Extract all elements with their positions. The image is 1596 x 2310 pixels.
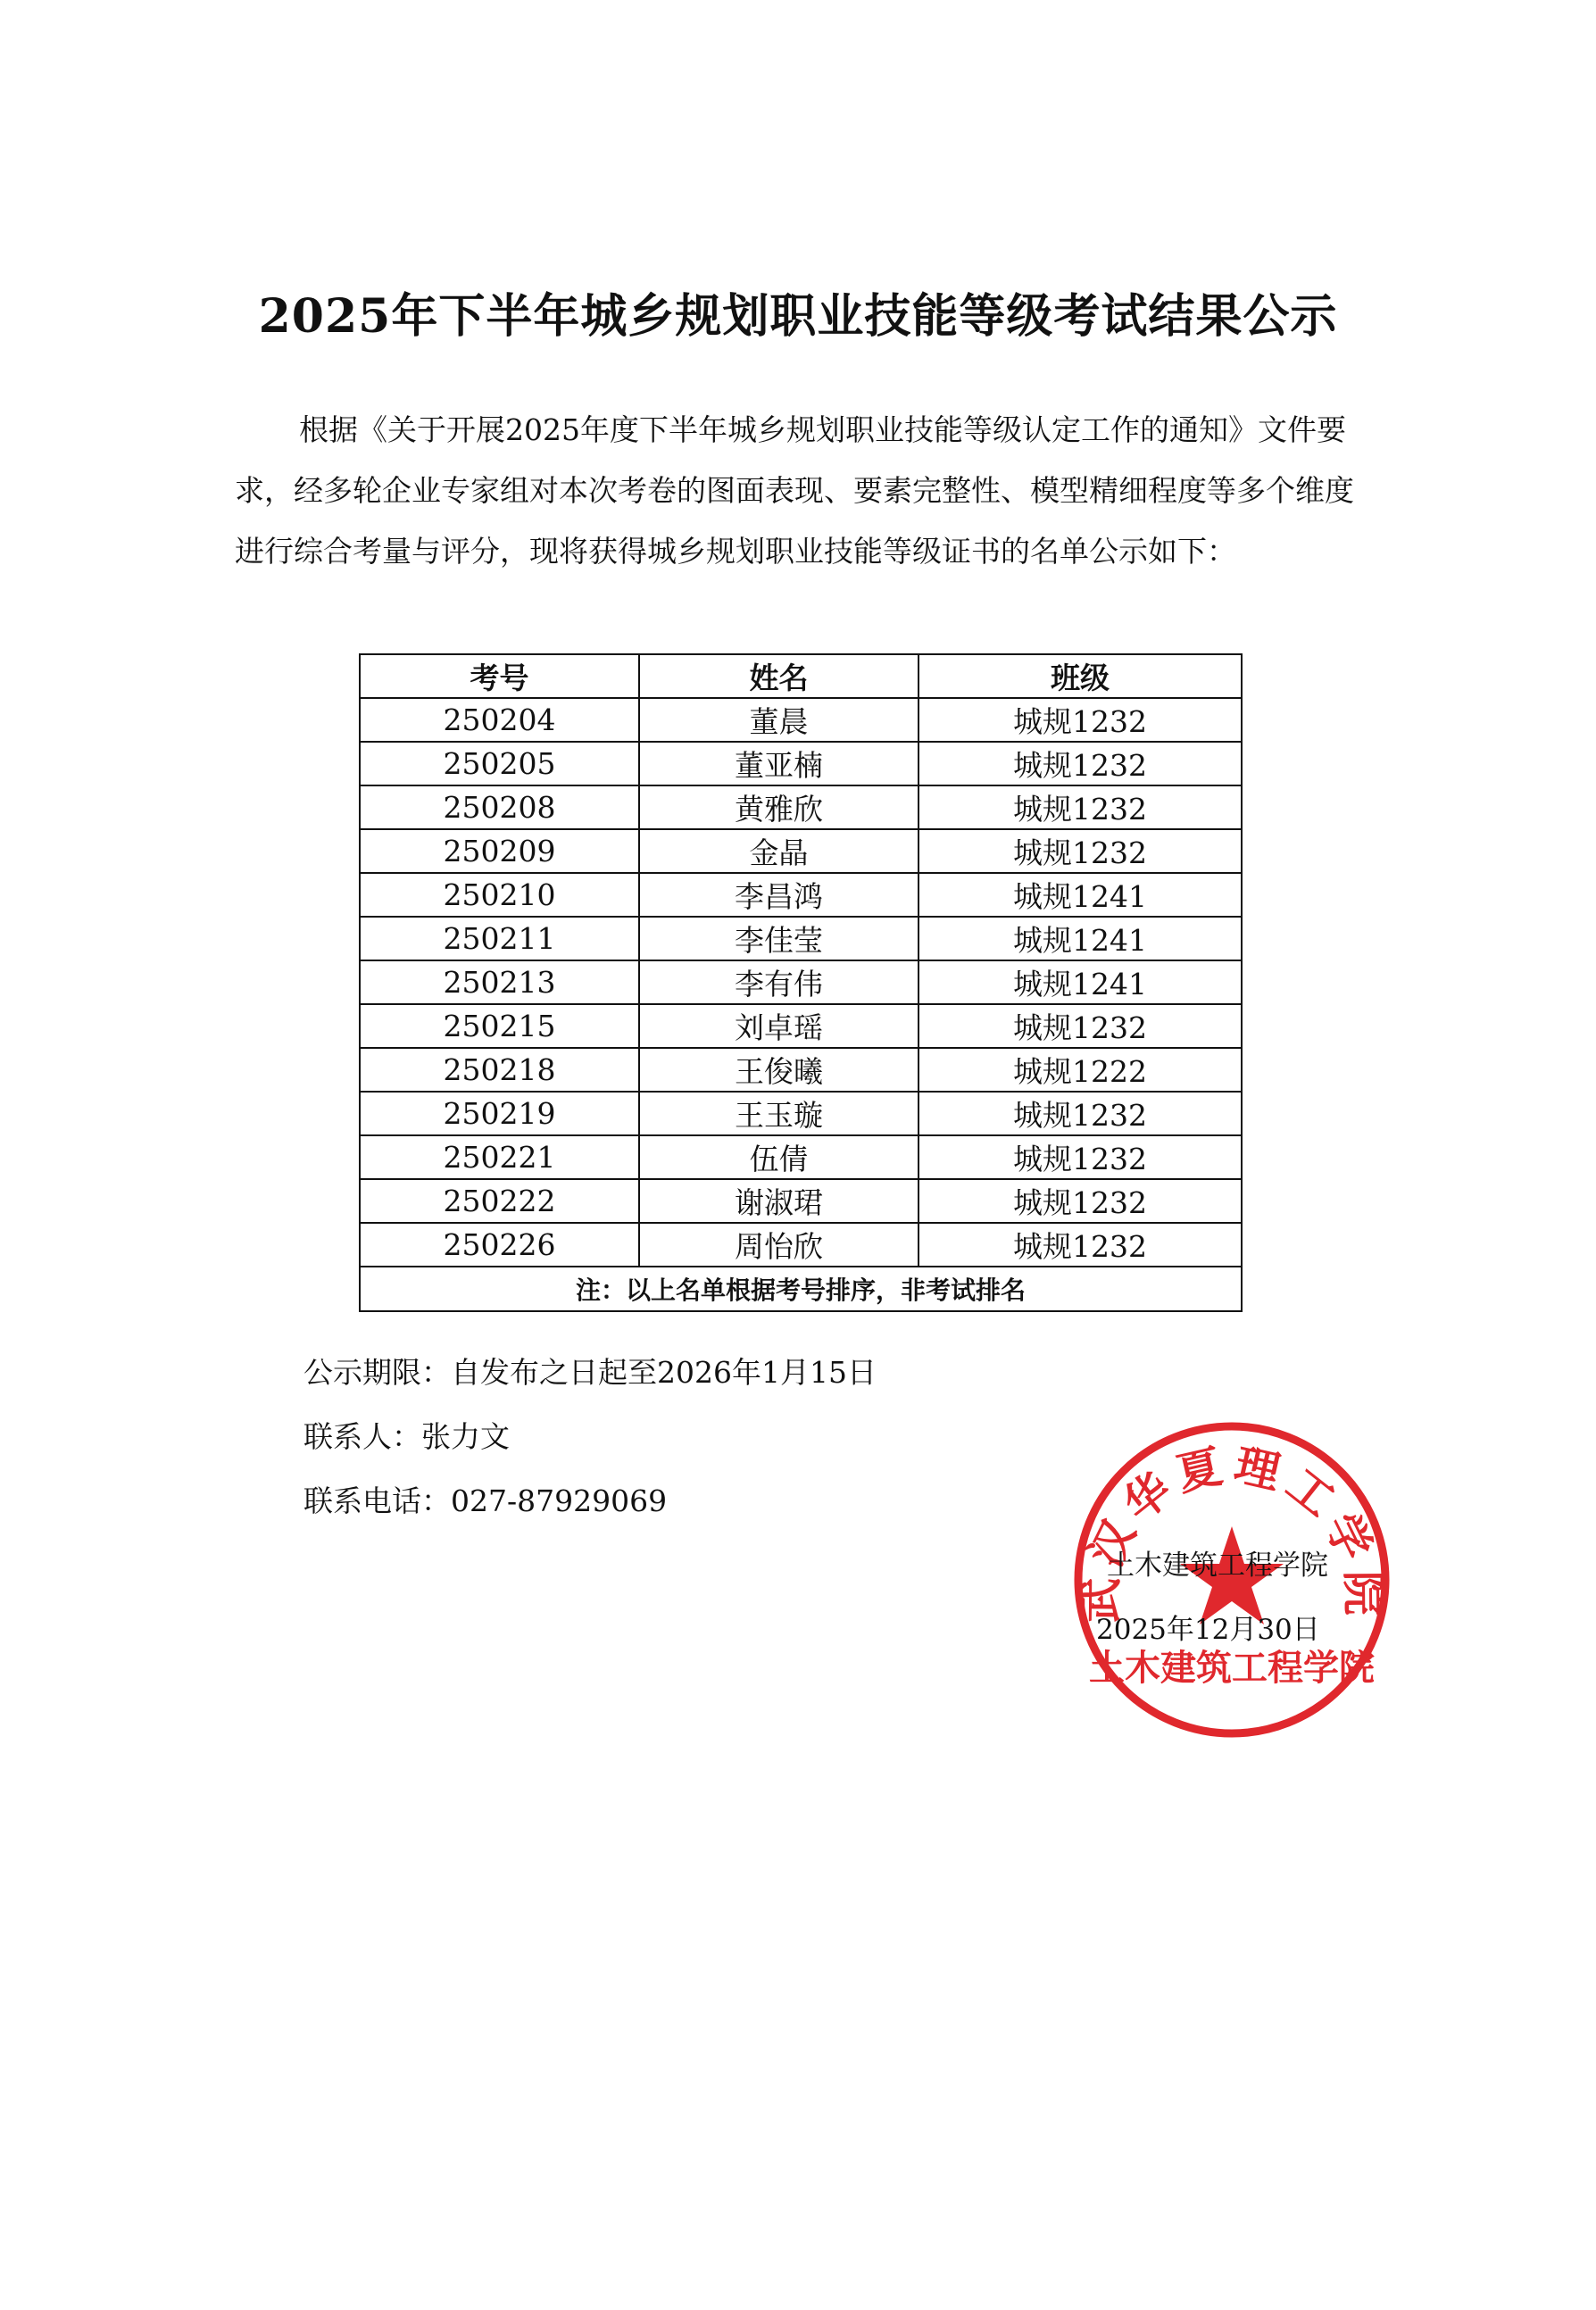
table-row (360, 1048, 1242, 1092)
table-row (360, 960, 1242, 1004)
seal-outer-text: 武汉华夏理工学院 (1073, 1437, 1391, 1623)
cell-name: 周怡欣 (639, 1223, 919, 1267)
cell-class: 城规1241 (919, 917, 1242, 960)
table-body (360, 698, 1242, 1267)
table-row (360, 1092, 1242, 1135)
cell-name: 黄雅欣 (639, 785, 919, 829)
table-row (360, 829, 1242, 873)
table-row (360, 698, 1242, 742)
cell-class: 城规1232 (919, 1004, 1242, 1048)
header-exam-no: 考号 (360, 654, 639, 698)
table-row (360, 1223, 1242, 1267)
cell-class: 城规1232 (919, 829, 1242, 873)
cell-class: 城规1232 (919, 1223, 1242, 1267)
intro-paragraph (235, 400, 1373, 582)
cell-name: 李昌鸿 (639, 873, 919, 917)
page-title: 2025年下半年城乡规划职业技能等级考试结果公示 (258, 289, 1338, 344)
cell-class: 城规1232 (919, 742, 1242, 785)
signature-date: 2025年12月30日 (1096, 1614, 1320, 1646)
cell-name: 李佳莹 (639, 917, 919, 960)
cell-name: 董亚楠 (639, 742, 919, 785)
cell-exam-no: 250219 (360, 1092, 639, 1135)
cell-exam-no: 250226 (360, 1223, 639, 1267)
intro-text: 根据《关于开展2025年度下半年城乡规划职业技能等级认定工作的通知》文件要求，经多轮企业专家组对本次考卷的图面表现、要素完整性、模型精细程度等多个维度进行综合考量与评分，现将获得城乡规划职业技能等级证书的名单公示如下： (235, 412, 1354, 569)
table-note: 注：以上名单根据考号排序，非考试排名 (360, 1267, 1242, 1311)
table-row (360, 742, 1242, 785)
cell-exam-no: 250221 (360, 1135, 639, 1179)
cell-class: 城规1241 (919, 960, 1242, 1004)
cell-exam-no: 250205 (360, 742, 639, 785)
cell-name: 董晨 (639, 698, 919, 742)
cell-name: 王玉璇 (639, 1092, 919, 1135)
cell-class: 城规1241 (919, 873, 1242, 917)
table-row (360, 1004, 1242, 1048)
publicity-period: 公示期限：自发布之日起至2026年1月15日 (303, 1355, 877, 1390)
cell-exam-no: 250211 (360, 917, 639, 960)
cell-exam-no: 250218 (360, 1048, 639, 1092)
cell-exam-no: 250209 (360, 829, 639, 873)
cell-class: 城规1232 (919, 785, 1242, 829)
results-table (359, 653, 1243, 1312)
table-row (360, 785, 1242, 829)
cell-name: 刘卓瑶 (639, 1004, 919, 1048)
cell-class: 城规1232 (919, 698, 1242, 742)
cell-exam-no: 250215 (360, 1004, 639, 1048)
cell-name: 金晶 (639, 829, 919, 873)
header-class: 班级 (919, 654, 1242, 698)
table-note-row (360, 1267, 1242, 1311)
table-row (360, 873, 1242, 917)
cell-exam-no: 250204 (360, 698, 639, 742)
signature-dept: 土木建筑工程学院 (1107, 1550, 1328, 1582)
cell-class: 城规1232 (919, 1179, 1242, 1223)
cell-name: 王俊曦 (639, 1048, 919, 1092)
cell-class: 城规1222 (919, 1048, 1242, 1092)
table-row (360, 1179, 1242, 1223)
table-header-row (360, 654, 1242, 698)
contact-person: 联系人：张力文 (303, 1419, 510, 1454)
cell-exam-no: 250222 (360, 1179, 639, 1223)
table-row (360, 917, 1242, 960)
table-row (360, 1135, 1242, 1179)
cell-name: 伍倩 (639, 1135, 919, 1179)
header-name: 姓名 (639, 654, 919, 698)
cell-name: 谢淑珺 (639, 1179, 919, 1223)
cell-exam-no: 250213 (360, 960, 639, 1004)
contact-phone: 联系电话：027-87929069 (303, 1483, 668, 1518)
cell-class: 城规1232 (919, 1092, 1242, 1135)
seal-inner-text: 土木建筑工程学院 (1089, 1647, 1375, 1689)
cell-name: 李有伟 (639, 960, 919, 1004)
cell-class: 城规1232 (919, 1135, 1242, 1179)
cell-exam-no: 250210 (360, 873, 639, 917)
cell-exam-no: 250208 (360, 785, 639, 829)
